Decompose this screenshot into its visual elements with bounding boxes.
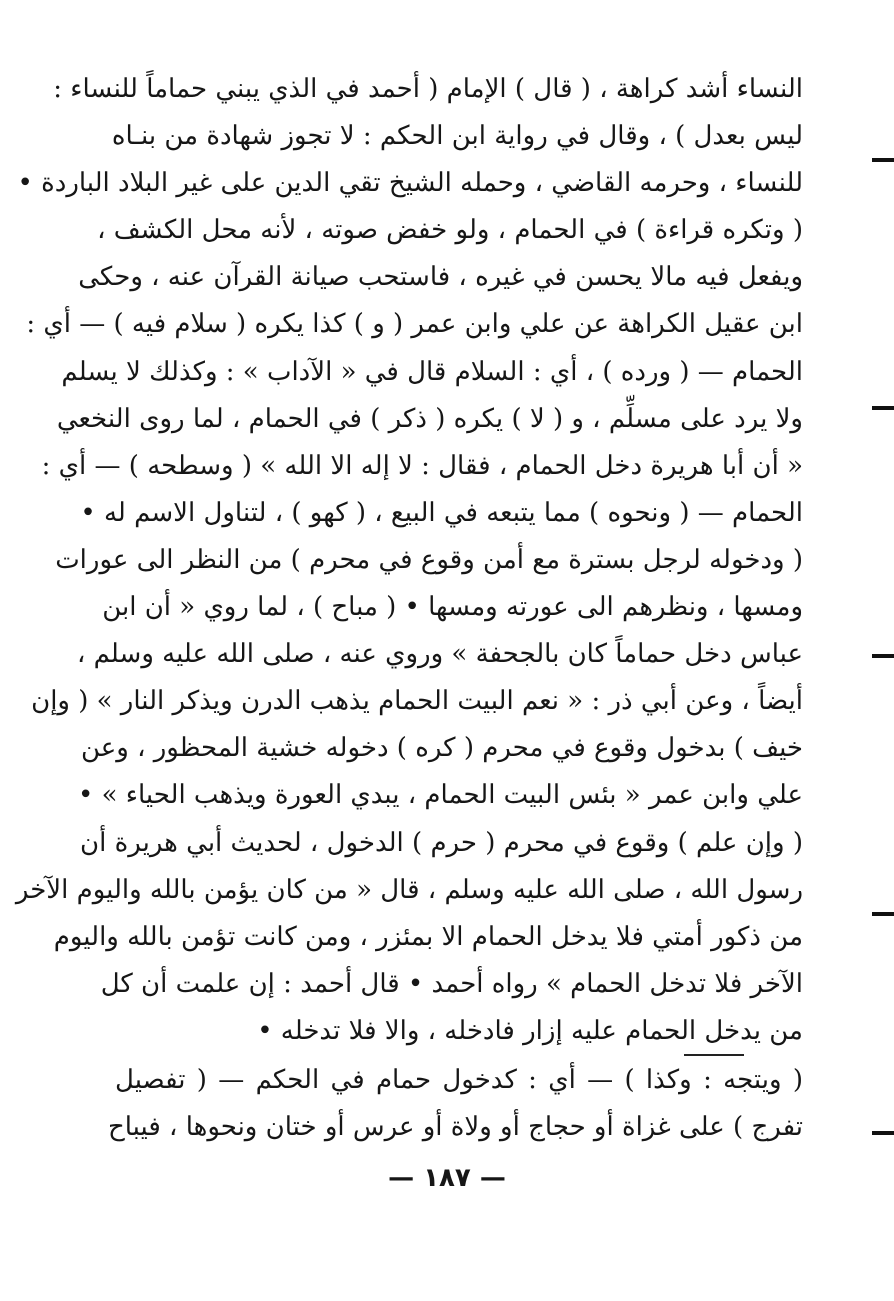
second-paragraph: [107, 1057, 803, 1151]
text-line: ليس بعدل ) ، وقال في رواية ابن الحكم : لا تجوز شهادة من بنـاه: [111, 121, 803, 152]
text-line: ( وإن علم ) وقوع في محرم ( حرم ) الدخول ، لحديث أبي هريرة أن: [80, 827, 803, 858]
text-line: الآخر فلا تدخل الحمام » رواه أحمد • قال أحمد : إن علمت أن كل: [100, 968, 803, 999]
margin-mark: [872, 158, 894, 162]
overline-mark: [684, 1054, 744, 1056]
text-line: الحمام — ( ونحوه ) مما يتبعه في البيع ، ( كهو ) ، لتناول الاسم له •: [80, 497, 803, 528]
text-line: ( ودخوله لرجل بسترة مع أمن وقوع في محرم ) من النظر الى عورات: [55, 544, 803, 575]
text-line: تفرج ) على غزاة أو حجاج أو ولاة أو عرس أو ختان ونحوها ، فيباح: [107, 1112, 803, 1143]
page-number: — ١٨٧ —: [388, 1163, 506, 1193]
text-line: من ذكور أمتي فلا يدخل الحمام الا بمئزر ، ومن كانت تؤمن بالله واليوم: [53, 921, 803, 952]
text-line: النساء أشد كراهة ، ( قال ) الإمام ( أحمد في الذي يبني حماماً للنساء :: [53, 74, 803, 104]
text-line: ابن عقيل الكراهة عن علي وابن عمر ( و ) كذا يكره ( سلام فيه ) — أي :: [26, 309, 803, 340]
margin-mark: [872, 406, 894, 410]
margin-mark: [872, 654, 894, 658]
text-line: خيف ) بدخول وقوع في محرم ( كره ) دخوله خشية المحظور ، وعن: [80, 733, 803, 764]
text-line: ويفعل فيه مالا يحسن في غيره ، فاستحب صيانة القرآن عنه ، وحكى: [78, 262, 803, 293]
text-line: أيضاً ، وعن أبي ذر : « نعم البيت الحمام يذهب الدرن ويذكر النار » ( وإن: [31, 686, 803, 717]
text-line: عباس دخل حماماً كان بالجحفة » وروي عنه ، صلى الله عليه وسلم ،: [76, 639, 803, 670]
margin-mark: [872, 912, 894, 916]
main-paragraph: [15, 66, 803, 1055]
text-line: ( ويتجه : وكذا ) — أي : كدخول حمام في الحكم — ( تفصيل: [115, 1065, 803, 1095]
text-line: علي وابن عمر « بئس البيت الحمام ، يبدي العورة ويذهب الحياء » •: [77, 780, 803, 811]
text-line: ( وتكره قراءة ) في الحمام ، ولو خفض صوته ، لأنه محل الكشف ،: [97, 215, 803, 246]
text-line: للنساء ، وحرمه القاضي ، وحمله الشيخ تقي الدين على غير البلاد الباردة •: [17, 168, 803, 199]
margin-mark: [872, 1131, 894, 1135]
text-line: رسول الله ، صلى الله عليه وسلم ، قال « من كان يؤمن بالله واليوم الآخر: [15, 874, 803, 905]
text-line: « أن أبا هريرة دخل الحمام ، فقال : لا إله الا الله » ( وسطحه ) — أي :: [41, 450, 803, 481]
text-line: الحمام — ( ورده ) ، أي : السلام قال في « الآداب » : وكذلك لا يسلم: [61, 356, 803, 387]
text-line: من يدخل الحمام عليه إزار فادخله ، والا فلا تدخله •: [257, 1015, 803, 1046]
text-line: ومسها ، ونظرهم الى عورته ومسها • ( مباح ) ، لما روي « أن ابن: [102, 592, 803, 623]
text-line: ولا يرد على مسلِّم ، و ( لا ) يكره ( ذكر ) في الحمام ، لما روى النخعي: [56, 403, 803, 434]
